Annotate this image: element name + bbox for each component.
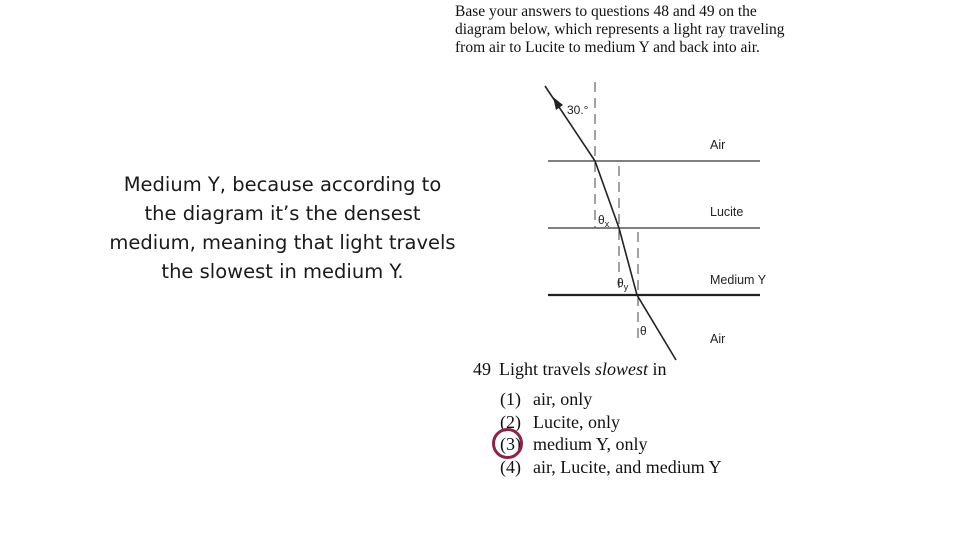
theta-label: θ xyxy=(640,324,647,338)
layer-label-air-bottom: Air xyxy=(710,332,726,346)
choice-3[interactable] xyxy=(500,433,722,456)
question-49 xyxy=(473,359,667,380)
layer-label-lucite: Lucite xyxy=(710,205,744,219)
answer-line: medium, meaning that light travels xyxy=(109,231,456,254)
choice-text: medium Y, only xyxy=(533,434,648,454)
normal-lines xyxy=(595,82,638,342)
layer-label-air-top: Air xyxy=(710,138,726,152)
intro-line: Base your answers to questions 48 and 49 on the xyxy=(455,3,757,20)
choice-4[interactable] xyxy=(500,456,722,479)
choice-number: (2) xyxy=(500,411,521,432)
question-text-emph: slowest xyxy=(594,359,648,379)
choice-number: (4) xyxy=(500,456,521,477)
ray-arrowhead xyxy=(553,97,563,110)
answer-line: Medium Y, because according to xyxy=(123,173,442,196)
answer-choices xyxy=(500,388,722,478)
light-ray xyxy=(545,86,676,360)
question-text-after: in xyxy=(648,359,667,379)
selected-answer-circle xyxy=(492,428,523,459)
choice-number: (3) xyxy=(500,434,521,454)
incident-angle-label: 30.° xyxy=(567,103,589,117)
choice-2[interactable] xyxy=(500,411,722,434)
layer-label-medium-y: Medium Y xyxy=(710,273,767,287)
choice-1[interactable] xyxy=(500,388,722,411)
choice-number: (1) xyxy=(500,389,521,409)
theta-y-label: $\theta_y$ xyxy=(617,276,629,292)
answer-line: the diagram it’s the densest xyxy=(144,202,421,225)
question-number: 49 xyxy=(473,359,491,379)
question-text-before: Light travels xyxy=(499,359,595,379)
answer-line: the slowest in medium Y. xyxy=(161,260,404,283)
choice-text: Lucite, only xyxy=(533,411,620,432)
intro-line: from air to Lucite to medium Y and back into air. xyxy=(455,39,760,56)
intro-line: diagram below, which represents a light ray traveling xyxy=(455,21,785,38)
choice-text: air, Lucite, and medium Y xyxy=(533,456,722,477)
theta-x-label: $\theta_x$ xyxy=(598,213,610,229)
choice-text: air, only xyxy=(533,389,593,409)
